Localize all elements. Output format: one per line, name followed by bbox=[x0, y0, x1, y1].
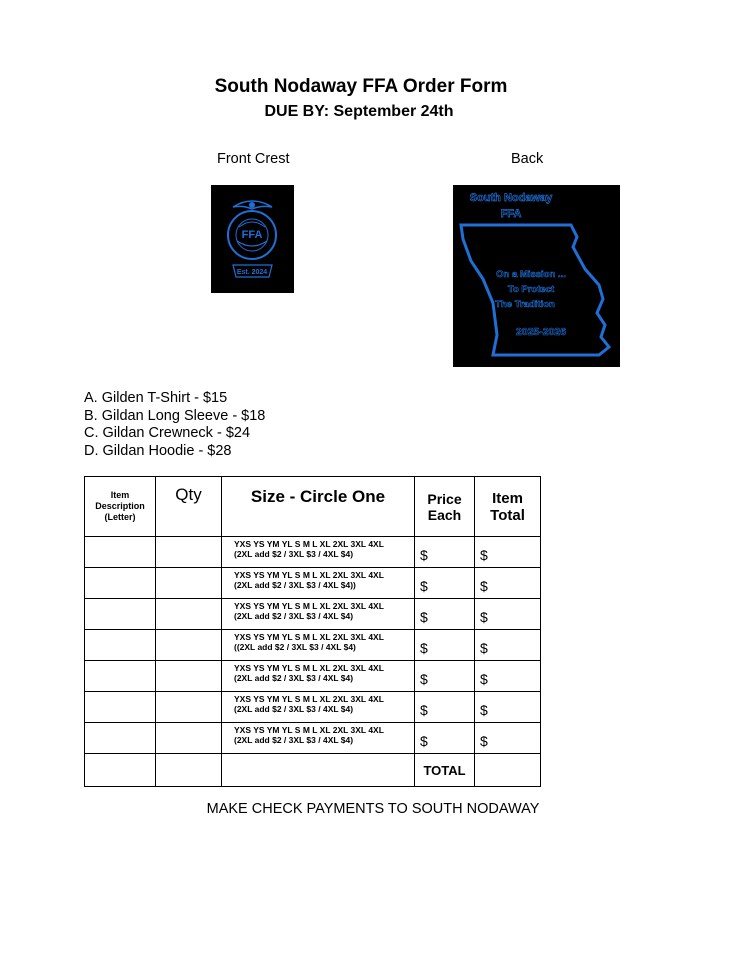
size-upcharge: ((2XL add $2 / 3XL $3 / 4XL $4) bbox=[234, 642, 356, 652]
qty-cell[interactable] bbox=[156, 568, 222, 599]
size-options: YXS YS YM YL S M L XL 2XL 3XL 4XL bbox=[234, 725, 384, 735]
item-total-cell[interactable]: $ bbox=[475, 599, 541, 630]
size-upcharge: (2XL add $2 / 3XL $3 / 4XL $4)) bbox=[234, 580, 356, 590]
qty-cell[interactable] bbox=[156, 599, 222, 630]
svg-text:Est. 2024: Est. 2024 bbox=[236, 269, 268, 276]
price-cell[interactable]: $ bbox=[415, 630, 475, 661]
col-header-total bbox=[475, 477, 541, 537]
size-options: YXS YS YM YL S M L XL 2XL 3XL 4XL bbox=[234, 632, 384, 642]
col-header-item-line2: Description bbox=[95, 501, 145, 511]
qty-cell[interactable] bbox=[156, 723, 222, 754]
back-design-image bbox=[453, 185, 620, 367]
size-cell[interactable] bbox=[222, 723, 415, 754]
table-row bbox=[85, 537, 541, 568]
item-letter-cell[interactable] bbox=[85, 723, 156, 754]
col-header-item-line1: Item bbox=[110, 490, 130, 500]
size-options: YXS YS YM YL S M L XL 2XL 3XL 4XL bbox=[234, 601, 384, 611]
item-letter-cell[interactable] bbox=[85, 692, 156, 723]
ffa-emblem-icon bbox=[211, 185, 294, 293]
col-header-total-line1: Item bbox=[492, 489, 523, 507]
payment-note: MAKE CHECK PAYMENTS TO SOUTH NODAWAY bbox=[206, 801, 540, 817]
svg-text:FFA: FFA bbox=[500, 208, 522, 220]
size-options: YXS YS YM YL S M L XL 2XL 3XL 4XL bbox=[234, 663, 384, 673]
col-header-size: Size - Circle One bbox=[222, 477, 415, 537]
item-total-cell[interactable]: $ bbox=[475, 568, 541, 599]
list-item: C. Gildan Crewneck - $24 bbox=[84, 425, 251, 441]
size-upcharge: (2XL add $2 / 3XL $3 / 4XL $4) bbox=[234, 611, 354, 621]
price-cell[interactable]: $ bbox=[415, 537, 475, 568]
price-cell[interactable]: $ bbox=[415, 661, 475, 692]
size-options: YXS YS YM YL S M L XL 2XL 3XL 4XL bbox=[234, 570, 384, 580]
page-title: South Nodaway FFA Order Form bbox=[214, 76, 508, 97]
grand-total-cell[interactable] bbox=[475, 754, 541, 787]
list-item: A. Gilden T-Shirt - $15 bbox=[84, 390, 228, 406]
size-cell[interactable] bbox=[222, 692, 415, 723]
back-label: Back bbox=[511, 151, 544, 167]
front-crest-image bbox=[211, 185, 294, 293]
col-header-price-line1: Price bbox=[427, 490, 462, 507]
front-crest-label: Front Crest bbox=[217, 151, 290, 167]
size-cell[interactable] bbox=[222, 568, 415, 599]
item-total-cell[interactable]: $ bbox=[475, 661, 541, 692]
item-letter-cell[interactable] bbox=[85, 661, 156, 692]
qty-cell[interactable] bbox=[156, 661, 222, 692]
item-list bbox=[84, 390, 265, 460]
missouri-map-icon bbox=[453, 185, 620, 367]
svg-text:On a Mission ...: On a Mission ... bbox=[496, 269, 566, 280]
size-upcharge: (2XL add $2 / 3XL $3 / 4XL $4) bbox=[234, 673, 354, 683]
size-upcharge: (2XL add $2 / 3XL $3 / 4XL $4) bbox=[234, 549, 354, 559]
size-upcharge: (2XL add $2 / 3XL $3 / 4XL $4) bbox=[234, 735, 354, 745]
size-cell[interactable] bbox=[222, 537, 415, 568]
order-table bbox=[84, 476, 541, 787]
table-row bbox=[85, 599, 541, 630]
col-header-item bbox=[85, 477, 156, 537]
price-cell[interactable]: $ bbox=[415, 599, 475, 630]
table-header-row bbox=[85, 477, 541, 537]
empty-cell bbox=[156, 754, 222, 787]
table-row bbox=[85, 568, 541, 599]
price-cell[interactable]: $ bbox=[415, 723, 475, 754]
col-header-total-line2: Total bbox=[490, 506, 525, 524]
empty-cell bbox=[222, 754, 415, 787]
size-cell[interactable] bbox=[222, 630, 415, 661]
item-letter-cell[interactable] bbox=[85, 537, 156, 568]
item-letter-cell[interactable] bbox=[85, 599, 156, 630]
size-cell[interactable] bbox=[222, 599, 415, 630]
size-options: YXS YS YM YL S M L XL 2XL 3XL 4XL bbox=[234, 539, 384, 549]
svg-text:2025-2026: 2025-2026 bbox=[515, 326, 567, 338]
svg-text:South Nodaway: South Nodaway bbox=[469, 192, 553, 204]
item-total-cell[interactable]: $ bbox=[475, 723, 541, 754]
item-total-cell[interactable]: $ bbox=[475, 692, 541, 723]
table-row bbox=[85, 630, 541, 661]
item-letter-cell[interactable] bbox=[85, 630, 156, 661]
list-item: B. Gildan Long Sleeve - $18 bbox=[84, 407, 266, 424]
table-row bbox=[85, 723, 541, 754]
total-label: TOTAL bbox=[415, 754, 475, 787]
table-row bbox=[85, 661, 541, 692]
price-cell[interactable]: $ bbox=[415, 692, 475, 723]
item-letter-cell[interactable] bbox=[85, 568, 156, 599]
price-cell[interactable]: $ bbox=[415, 568, 475, 599]
size-cell[interactable] bbox=[222, 661, 415, 692]
qty-cell[interactable] bbox=[156, 630, 222, 661]
list-item: D. Gildan Hoodie - $28 bbox=[84, 442, 232, 459]
col-header-price bbox=[415, 477, 475, 537]
svg-text:To Protect: To Protect bbox=[507, 284, 555, 295]
qty-cell[interactable] bbox=[156, 692, 222, 723]
due-date: DUE BY: September 24th bbox=[264, 103, 454, 120]
svg-text:FFA: FFA bbox=[241, 229, 263, 241]
item-total-cell[interactable]: $ bbox=[475, 537, 541, 568]
table-row bbox=[85, 692, 541, 723]
size-upcharge: (2XL add $2 / 3XL $3 / 4XL $4) bbox=[234, 704, 354, 714]
svg-text:The Tradition: The Tradition bbox=[495, 299, 555, 310]
total-row bbox=[85, 754, 541, 787]
col-header-qty: Qty bbox=[156, 477, 222, 537]
qty-cell[interactable] bbox=[156, 537, 222, 568]
col-header-price-line2: Each bbox=[427, 506, 462, 523]
col-header-item-line3: (Letter) bbox=[104, 512, 136, 522]
empty-cell bbox=[85, 754, 156, 787]
size-options: YXS YS YM YL S M L XL 2XL 3XL 4XL bbox=[234, 694, 384, 704]
item-total-cell[interactable]: $ bbox=[475, 630, 541, 661]
